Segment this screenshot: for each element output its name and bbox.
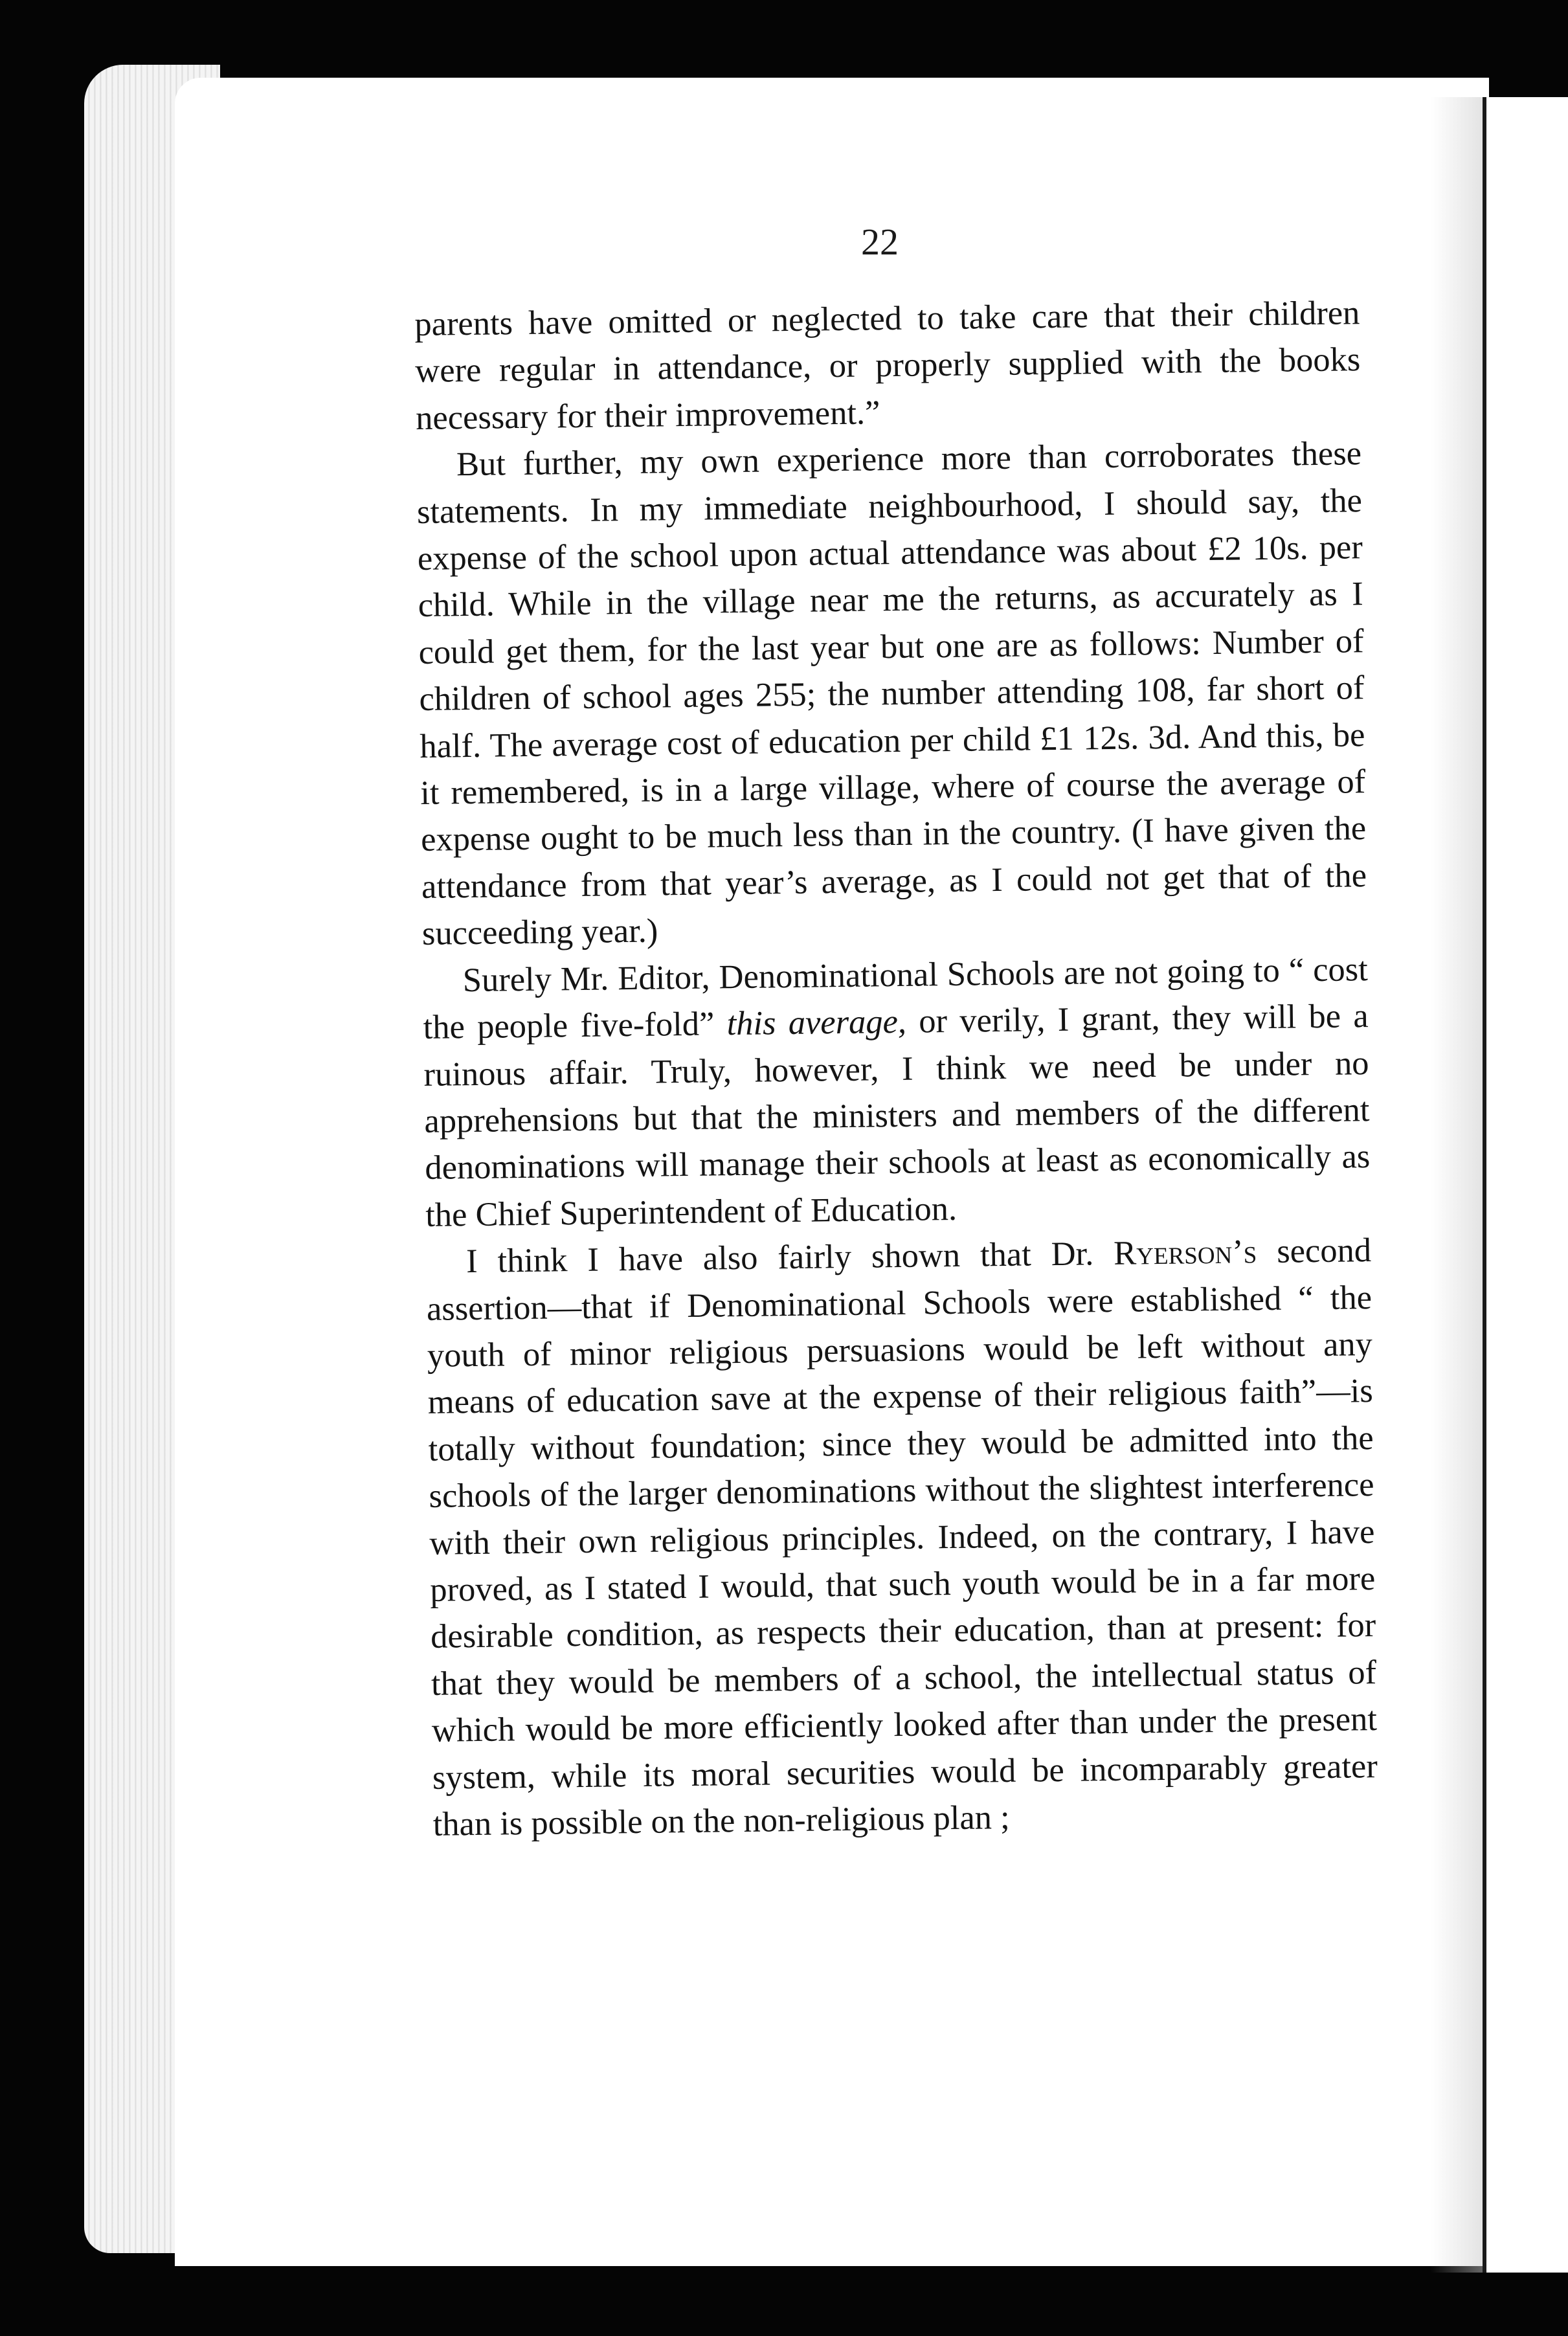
page-number: 22	[861, 221, 899, 263]
paragraph-text: second assertion—that if Denominational Schools were established “ the youth of minor religious persuasions would be left without any means of education save at the expense of their religious faith”—is totally without foundation; since they would be admitted into the schools of the larger denominations without the slightest interference with their own religious principles. Indeed, on the contrary, I have proved, as I stated I would, that such youth would be in a far more desirable condition, as respects their education, than at present: for that they would be members of a school, the intellectual status of which would be more efficiently looked after than under the present system, while its moral securities would be incomparably greater than is possible on the non-religious plan ;	[426, 1231, 1378, 1843]
paragraph-text: parents have omitted or neglected to take care that their children were regular in attendance, or properly supplied with the books necessary for their improvement.”	[414, 294, 1361, 437]
paragraph-text: I think I have also fairly shown that Dr.	[465, 1235, 1114, 1281]
gutter-shadow	[1431, 97, 1483, 2273]
italic-phrase: this average,	[726, 1002, 907, 1043]
smallcaps-name: Ryerson’s	[1113, 1233, 1257, 1273]
paragraph-text: But further, my own experience more than corroborates these statements. In my immediate neighbourhood, I should say, the expense of the school upon actual attendance was about £2 10s. per child. While in the village near me the returns, as accurately as I could get them, for the last year but one are as follows: Number of children of school ages 255; the number attending 108, far short of half. The average cost of education per child £1 12s. 3d. And this, be it remembered, is in a large village, where of course the average of expense ought to be much less than in the country. (I have given the attendance from that year’s average, as I could not get that of the succeeding year.)	[416, 434, 1367, 953]
paragraph	[414, 289, 1361, 442]
paragraph	[416, 430, 1368, 957]
paragraph-text: or verily, I grant, they will be a ruinous affair. Truly, however, I think we need be under no apprehensions but that the ministers and members of the different denominations will manage their schools at least as economically as the Chief Superintendent of Education.	[423, 997, 1371, 1234]
paragraph	[426, 1227, 1378, 1848]
paragraph-text: Surely Mr. Editor, Denominational Schools are not going to “ cost the people five-fold”	[423, 950, 1369, 1047]
paragraph	[422, 946, 1371, 1239]
facing-page-edge	[1483, 97, 1568, 2273]
body-text	[414, 289, 1378, 1848]
